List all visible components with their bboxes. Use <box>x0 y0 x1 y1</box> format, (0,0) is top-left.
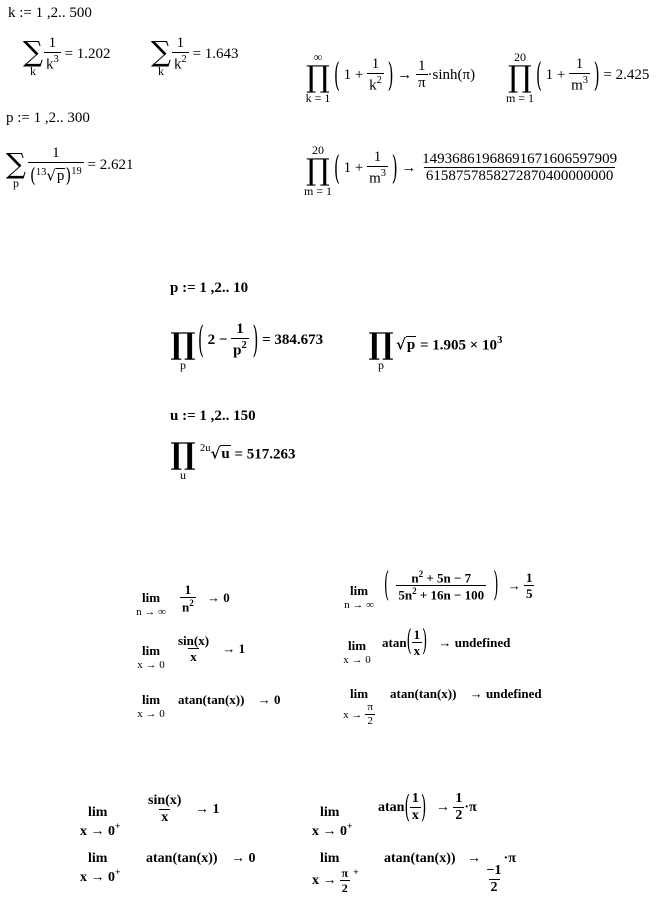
product-u-operator[interactable]: ∏ u <box>168 440 198 483</box>
limit-1-label[interactable]: lim n → ∞ <box>136 590 166 618</box>
limit-6-result: → undefined <box>469 686 542 701</box>
sum-index-label: k <box>30 64 36 78</box>
product-u-result: = 517.263 <box>234 446 296 463</box>
product-lower-limit: k = 1 <box>305 91 331 105</box>
one-sided-limit-2-label[interactable]: lim x → 0+ <box>312 805 353 839</box>
range-definition-k[interactable]: k := 1 ,2.. 500 <box>8 5 92 21</box>
one-sided-limit-1-label[interactable]: lim x → 0+ <box>80 805 121 839</box>
product-u-expression[interactable]: $^{2u}$√u = 517.263 <box>200 443 296 463</box>
limit-2-result: $\frac{1}{5}$ <box>525 570 533 602</box>
finite-product-numeric-result: = 2.425 <box>603 66 650 83</box>
finite-product-numeric-expression[interactable]: ( 1 + $\frac{1}{m^3}$ ) = 2.425 <box>536 55 650 96</box>
symbolic-arrow: → <box>401 159 417 176</box>
product-sqrt-result: = 1.905 × 10 <box>419 337 498 354</box>
limit-3-expression[interactable]: $\frac{\sin(x)}{x}$ → 1 <box>178 633 246 664</box>
range-definition-u[interactable]: u := 1 ,2.. 150 <box>170 408 256 424</box>
sum-cubes-fraction: $\frac{1}{k^3}$ <box>46 35 59 73</box>
one-sided-limit-4-label[interactable]: lim x → $\frac{\pi}{2}$ + <box>312 851 359 895</box>
product-symbol: ∏ <box>306 60 330 95</box>
one-sided-limit-3-expression[interactable]: atan(tan(x)) → 0 <box>146 851 256 866</box>
product-p-operator[interactable]: ∏ p <box>168 330 198 373</box>
sigma-symbol: ∑ <box>6 147 26 180</box>
sum-root-operator[interactable]: ∑ p <box>6 147 26 190</box>
limit-3-result: → 1 <box>222 640 246 656</box>
limit-3-label[interactable]: lim x → 0 <box>137 643 165 671</box>
limit-4-expression[interactable]: atan( $\frac{1}{x}$ ) → undefined <box>382 626 511 660</box>
product-symbol: ∏ <box>170 437 196 472</box>
product-p-result: = 384.673 <box>262 331 324 348</box>
sum-squares-operator[interactable]: ∑ k <box>146 38 176 79</box>
sum-root-expression[interactable]: $\frac{1}{(^{13}√p)^{19}}$ = 2.621 <box>30 145 134 188</box>
sum-squares-result: = 1.643 <box>192 45 239 62</box>
limit-5-label[interactable]: lim x → 0 <box>137 692 165 720</box>
sum-squares-expression[interactable] <box>172 36 238 73</box>
symbolic-arrow: → <box>397 66 413 83</box>
limit-6-expression[interactable]: atan(tan(x)) → undefined <box>390 686 542 701</box>
sum-cubes-expression[interactable] <box>44 36 110 73</box>
product-symbol: ∏ <box>368 327 394 362</box>
one-sided-limit-1-expression[interactable]: $\frac{\sin(x)}{x}$ → 1 <box>148 793 220 825</box>
exact-rational-result: $\frac{14936861968691671606597909}{6158757858272870400000000}$ <box>422 150 618 185</box>
finite-product-symbolic-expression[interactable]: ( 1 + $\frac{1}{m^3}$ ) → $\frac{14936861968691671606597909}{6158757858272870400000000}$ <box>334 148 618 189</box>
product-symbol: ∏ <box>508 60 532 95</box>
sum-cubes-result: = 1.202 <box>64 45 111 62</box>
product-symbol: ∏ <box>306 153 330 188</box>
one-sided-limit-4-expression[interactable]: atan(tan(x)) → $\frac{-1}{2}$ ·π <box>384 851 516 895</box>
product-sqrt-operator[interactable]: ∏ p <box>366 330 396 373</box>
limit-1-result: → 0 <box>207 590 230 606</box>
limit-2-label[interactable]: lim n → ∞ <box>344 583 374 611</box>
range-definition-p-10[interactable]: p := 1 ,2.. 10 <box>170 280 249 296</box>
one-sided-limit-3-label[interactable]: lim x → 0+ <box>80 851 121 885</box>
finite-product-symbolic-operator[interactable]: 20 ∏ m = 1 <box>298 143 338 199</box>
one-sided-limit-2-expression[interactable]: atan( $\frac{1}{x}$ ) → $\frac{1}{2}$ ·π <box>378 790 477 826</box>
finite-product-numeric-operator[interactable]: 20 ∏ m = 1 <box>500 50 540 106</box>
product-symbol: ∏ <box>170 327 196 362</box>
sigma-symbol: ∑ <box>151 35 171 68</box>
range-definition-p-300[interactable]: p := 1 ,2.. 300 <box>6 110 90 126</box>
limit-4-label[interactable]: lim x → 0 <box>343 638 371 666</box>
one-sided-limit-2-result: $\frac{1}{2}$ <box>455 791 463 823</box>
infinite-product-expression[interactable]: ( 1 + $\frac{1}{k^2}$ ) → $\frac{1}{\pi}$ ·sinh(π) <box>334 55 476 96</box>
infinite-product-operator[interactable] <box>298 50 338 106</box>
limit-5-expression[interactable]: atan(tan(x)) → 0 <box>178 692 281 707</box>
product-p-expression[interactable]: ( 2 − $\frac{1}{p^2}$ ) = 384.673 <box>198 318 324 362</box>
limit-1-expression[interactable]: $\frac{1}{n^2}$ → 0 <box>182 582 230 615</box>
product-upper-limit: ∞ <box>313 50 323 64</box>
product-sqrt-expression[interactable]: $√p = 1.905 \times 10^3$ <box>396 335 503 354</box>
infinite-product-result-fraction: $\frac{1}{\pi}$ <box>417 57 426 92</box>
one-sided-limit-3-result: → 0 <box>231 851 256 866</box>
infinite-product-result-tail: ·sinh(π) <box>427 66 476 83</box>
sum-root-result: = 2.621 <box>87 156 134 173</box>
one-sided-limit-1-result: → 1 <box>194 801 220 817</box>
sigma-symbol: ∑ <box>23 35 43 68</box>
limit-6-label[interactable]: lim x → $\frac{\pi}{2}$ <box>343 686 373 727</box>
limit-4-result: → undefined <box>438 634 511 650</box>
limit-2-expression[interactable]: ( $\frac{n^2 + 5n - 7}{5n^2 + 16n - 100}$ ) → $\frac{1}{5}$ <box>384 566 533 606</box>
one-sided-limit-4-result: $\frac{-1}{2}$ <box>486 863 502 895</box>
limit-5-result: → 0 <box>257 692 281 707</box>
sum-squares-fraction: $\frac{1}{k^2}$ <box>174 35 187 73</box>
